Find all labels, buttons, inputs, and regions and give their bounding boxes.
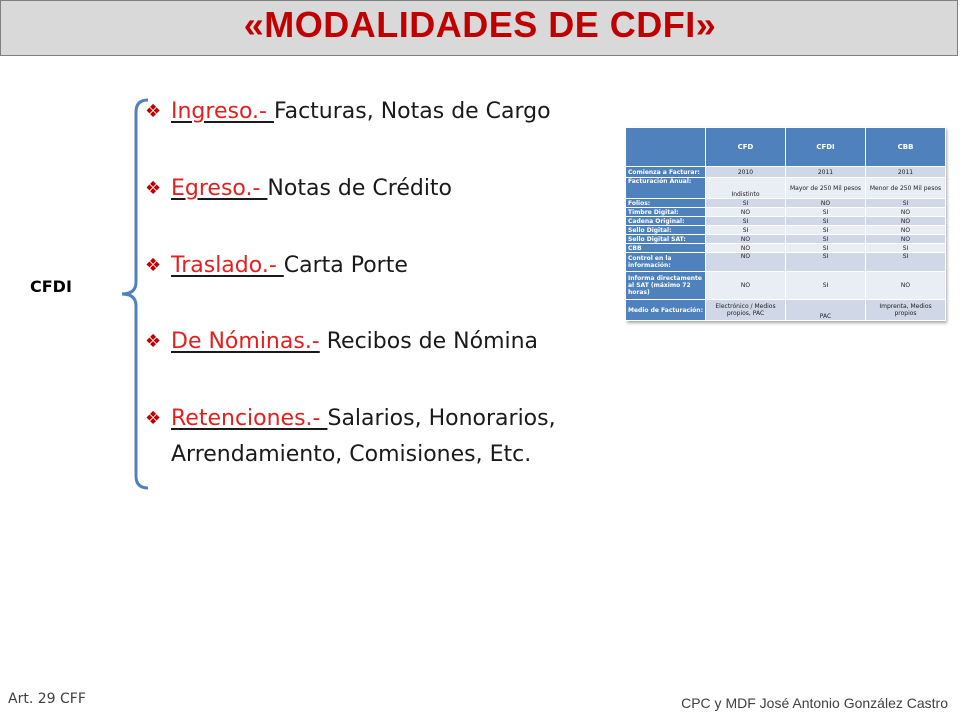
diamond-bullet-icon: ❖ bbox=[145, 331, 162, 352]
table-row bbox=[626, 208, 946, 217]
table-cell: Mayor de 250 Mil pesos bbox=[786, 178, 866, 199]
table-cell: SI bbox=[706, 226, 786, 235]
group-label: CFDI bbox=[30, 277, 72, 296]
table-cell: NO bbox=[866, 272, 946, 300]
table-row bbox=[626, 272, 946, 300]
table-cell: SI bbox=[786, 217, 866, 226]
table-cell: NO bbox=[866, 226, 946, 235]
table-cell: Imprenta, Medios propios bbox=[866, 300, 946, 321]
bullet-desc: Facturas, Notas de Cargo bbox=[273, 99, 551, 124]
bullet-term: De Nóminas.- bbox=[171, 329, 320, 354]
table-cell: SI bbox=[866, 199, 946, 208]
row-label: Medio de Facturación: bbox=[626, 300, 706, 321]
table-row bbox=[626, 300, 946, 321]
table-cell: NO bbox=[866, 217, 946, 226]
bullet-item bbox=[145, 94, 551, 130]
diamond-bullet-icon: ❖ bbox=[145, 408, 162, 429]
comparison-table bbox=[625, 127, 945, 321]
table-cell: NO bbox=[706, 235, 786, 244]
diamond-bullet-icon: ❖ bbox=[145, 101, 162, 122]
row-label: Facturación Anual: bbox=[626, 178, 706, 199]
slide-title: «MODALIDADES DE CDFI» bbox=[243, 4, 717, 45]
row-label: Informa directamente al SAT (máximo 72 horas) bbox=[626, 272, 706, 300]
comparison-table-grid bbox=[625, 127, 946, 321]
table-cell: NO bbox=[706, 253, 786, 272]
table-cell: NO bbox=[866, 235, 946, 244]
table-cell: SI bbox=[786, 235, 866, 244]
table-header-row bbox=[626, 128, 946, 167]
table-cell: 2011 bbox=[866, 167, 946, 178]
table-header-cell: CFDI bbox=[786, 128, 866, 167]
table-cell: SI bbox=[786, 208, 866, 217]
bullet-item bbox=[145, 171, 452, 207]
bullet-term: Traslado.- bbox=[171, 253, 284, 278]
bullet-term: Retenciones.- bbox=[171, 406, 328, 431]
bullet-item bbox=[145, 401, 556, 473]
table-row bbox=[626, 178, 946, 199]
bullet-desc: Recibos de Nómina bbox=[319, 329, 539, 354]
bullet-desc-continuation: Arrendamiento, Comisiones, Etc. bbox=[171, 442, 532, 467]
table-cell: PAC bbox=[786, 300, 866, 321]
bullet-item bbox=[145, 248, 408, 284]
row-label: Timbre Digital: bbox=[626, 208, 706, 217]
table-cell: SI bbox=[866, 244, 946, 253]
table-cell: NO bbox=[706, 244, 786, 253]
table-cell: SI bbox=[786, 226, 866, 235]
table-header-cell: CBB bbox=[866, 128, 946, 167]
row-label: Sello Digital: bbox=[626, 226, 706, 235]
table-row bbox=[626, 244, 946, 253]
table-cell: Indistinto bbox=[706, 178, 786, 199]
table-cell: SI bbox=[706, 199, 786, 208]
table-cell: SI bbox=[786, 253, 866, 272]
table-cell: Electrónico / Medios propios, PAC bbox=[706, 300, 786, 321]
diamond-bullet-icon: ❖ bbox=[145, 255, 162, 276]
bullet-desc: Notas de Crédito bbox=[267, 176, 453, 201]
table-cell: NO bbox=[706, 272, 786, 300]
table-cell: Menor de 250 Mil pesos bbox=[866, 178, 946, 199]
footer-reference: Art. 29 CFF bbox=[8, 691, 86, 707]
table-cell: SI bbox=[866, 253, 946, 272]
row-label: Cadena Original: bbox=[626, 217, 706, 226]
row-label: Control en la información: bbox=[626, 253, 706, 272]
table-cell: SI bbox=[786, 272, 866, 300]
bullet-term: Egreso.- bbox=[171, 176, 268, 201]
table-cell: NO bbox=[786, 199, 866, 208]
table-cell: SI bbox=[786, 244, 866, 253]
footer-author: CPC y MDF José Antonio González Castro bbox=[681, 695, 948, 711]
table-cell: NO bbox=[866, 208, 946, 217]
table-row bbox=[626, 226, 946, 235]
bullet-item bbox=[145, 324, 538, 360]
table-header-cell bbox=[626, 128, 706, 167]
bullet-term: Ingreso.- bbox=[171, 99, 274, 124]
table-cell: NO bbox=[706, 208, 786, 217]
table-cell: SI bbox=[706, 217, 786, 226]
table-cell: 2010 bbox=[706, 167, 786, 178]
table-row bbox=[626, 167, 946, 178]
row-label: Folios: bbox=[626, 199, 706, 208]
diamond-bullet-icon: ❖ bbox=[145, 178, 162, 199]
table-row bbox=[626, 253, 946, 272]
bullet-desc: Carta Porte bbox=[283, 253, 408, 278]
table-cell: 2011 bbox=[786, 167, 866, 178]
table-row bbox=[626, 235, 946, 244]
row-label: CBB bbox=[626, 244, 706, 253]
table-row bbox=[626, 217, 946, 226]
table-row bbox=[626, 199, 946, 208]
bullet-desc: Salarios, Honorarios, bbox=[327, 406, 556, 431]
row-label: Sello Digital SAT: bbox=[626, 235, 706, 244]
table-header-cell: CFD bbox=[706, 128, 786, 167]
row-label: Comienza a Facturar: bbox=[626, 167, 706, 178]
